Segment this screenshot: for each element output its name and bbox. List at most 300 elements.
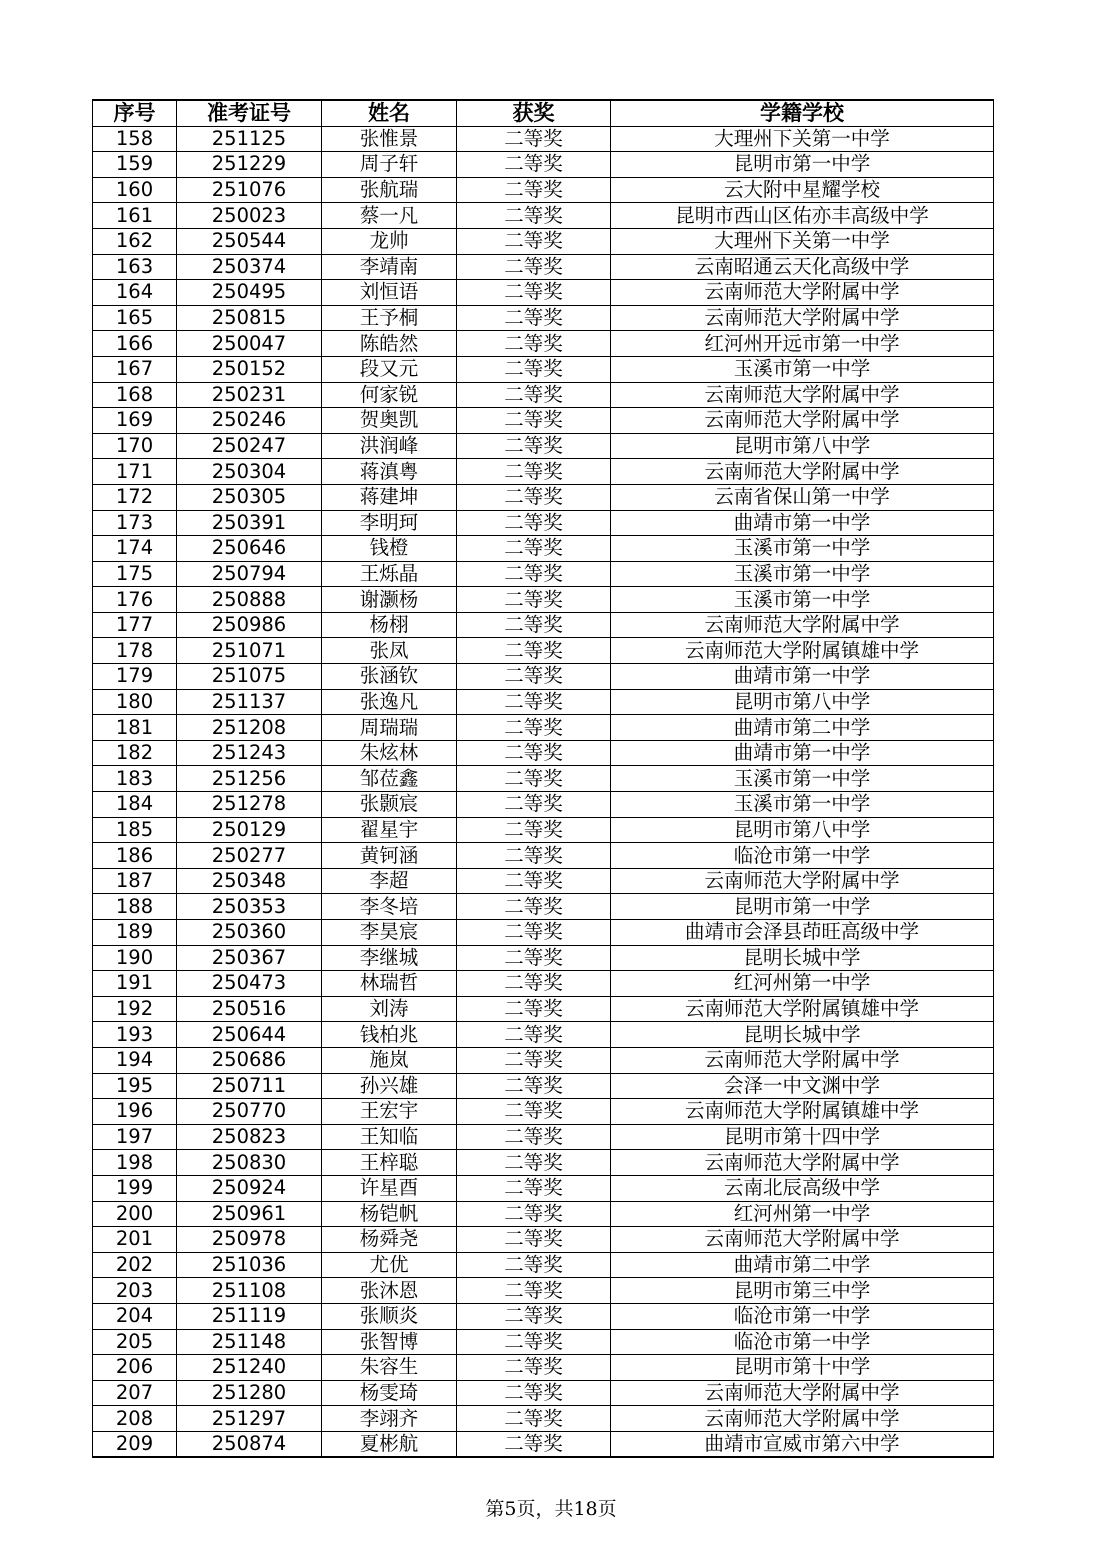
cell-school: 云南师范大学附属中学 xyxy=(611,459,994,485)
cell-name: 张涵钦 xyxy=(322,664,457,690)
cell-exam-id: 250644 xyxy=(177,1022,322,1048)
cell-index: 202 xyxy=(93,1252,177,1278)
cell-exam-id: 250495 xyxy=(177,280,322,306)
cell-exam-id: 251297 xyxy=(177,1406,322,1432)
cell-award: 二等奖 xyxy=(457,766,611,792)
cell-school: 云南师范大学附属中学 xyxy=(611,1047,994,1073)
header-index: 序号 xyxy=(93,100,177,126)
header-school: 学籍学校 xyxy=(611,100,994,126)
cell-award: 二等奖 xyxy=(457,305,611,331)
cell-school: 云南师范大学附属镇雄中学 xyxy=(611,996,994,1022)
cell-award: 二等奖 xyxy=(457,1022,611,1048)
cell-name: 张凤 xyxy=(322,638,457,664)
cell-school: 曲靖市会泽县茚旺高级中学 xyxy=(611,920,994,946)
cell-school: 临沧市第一中学 xyxy=(611,1329,994,1355)
cell-exam-id: 250360 xyxy=(177,920,322,946)
cell-school: 红河州开远市第一中学 xyxy=(611,331,994,357)
cell-exam-id: 250924 xyxy=(177,1175,322,1201)
cell-school: 昆明市第十四中学 xyxy=(611,1124,994,1150)
cell-award: 二等奖 xyxy=(457,996,611,1022)
cell-exam-id: 251240 xyxy=(177,1355,322,1381)
cell-school: 云南师范大学附属中学 xyxy=(611,382,994,408)
cell-name: 段又元 xyxy=(322,356,457,382)
cell-school: 云南师范大学附属中学 xyxy=(611,1227,994,1253)
cell-exam-id: 250231 xyxy=(177,382,322,408)
table-row xyxy=(93,1099,994,1125)
cell-school: 云南省保山第一中学 xyxy=(611,484,994,510)
cell-name: 朱容生 xyxy=(322,1355,457,1381)
cell-award: 二等奖 xyxy=(457,1355,611,1381)
cell-name: 蔡一凡 xyxy=(322,203,457,229)
cell-name: 杨舜尧 xyxy=(322,1227,457,1253)
cell-exam-id: 251108 xyxy=(177,1278,322,1304)
cell-index: 208 xyxy=(93,1406,177,1432)
cell-school: 玉溪市第一中学 xyxy=(611,536,994,562)
table-row xyxy=(93,587,994,613)
cell-index: 204 xyxy=(93,1303,177,1329)
cell-index: 192 xyxy=(93,996,177,1022)
table-row xyxy=(93,1278,994,1304)
table-row xyxy=(93,740,994,766)
cell-school: 临沧市第一中学 xyxy=(611,1303,994,1329)
cell-exam-id: 250823 xyxy=(177,1124,322,1150)
cell-name: 陈皓然 xyxy=(322,331,457,357)
cell-index: 196 xyxy=(93,1099,177,1125)
cell-name: 朱炫林 xyxy=(322,740,457,766)
cell-index: 185 xyxy=(93,817,177,843)
cell-award: 二等奖 xyxy=(457,1150,611,1176)
cell-index: 161 xyxy=(93,203,177,229)
cell-award: 二等奖 xyxy=(457,484,611,510)
cell-school: 云南师范大学附属中学 xyxy=(611,612,994,638)
cell-name: 贺奥凯 xyxy=(322,408,457,434)
cell-award: 二等奖 xyxy=(457,894,611,920)
cell-index: 175 xyxy=(93,561,177,587)
cell-award: 二等奖 xyxy=(457,1278,611,1304)
cell-exam-id: 251278 xyxy=(177,792,322,818)
cell-exam-id: 251076 xyxy=(177,177,322,203)
cell-name: 林瑞哲 xyxy=(322,971,457,997)
cell-index: 203 xyxy=(93,1278,177,1304)
cell-exam-id: 250961 xyxy=(177,1201,322,1227)
cell-award: 二等奖 xyxy=(457,228,611,254)
cell-exam-id: 250277 xyxy=(177,843,322,869)
cell-exam-id: 251208 xyxy=(177,715,322,741)
cell-index: 200 xyxy=(93,1201,177,1227)
cell-exam-id: 250516 xyxy=(177,996,322,1022)
cell-school: 玉溪市第一中学 xyxy=(611,766,994,792)
cell-exam-id: 251125 xyxy=(177,126,322,152)
cell-name: 张顺炎 xyxy=(322,1303,457,1329)
cell-award: 二等奖 xyxy=(457,1303,611,1329)
cell-index: 162 xyxy=(93,228,177,254)
cell-exam-id: 251075 xyxy=(177,664,322,690)
cell-index: 159 xyxy=(93,152,177,178)
cell-index: 180 xyxy=(93,689,177,715)
cell-name: 王烁晶 xyxy=(322,561,457,587)
cell-index: 201 xyxy=(93,1227,177,1253)
cell-name: 张颢宸 xyxy=(322,792,457,818)
page-number: 第5页，共18页 xyxy=(485,1498,617,1520)
table-header-row xyxy=(93,100,994,126)
cell-school: 曲靖市第二中学 xyxy=(611,1252,994,1278)
cell-award: 二等奖 xyxy=(457,1431,611,1457)
cell-name: 李超 xyxy=(322,868,457,894)
cell-school: 玉溪市第一中学 xyxy=(611,356,994,382)
cell-index: 179 xyxy=(93,664,177,690)
cell-name: 黄钶涵 xyxy=(322,843,457,869)
cell-award: 二等奖 xyxy=(457,1329,611,1355)
cell-name: 王梓聪 xyxy=(322,1150,457,1176)
cell-school: 云南师范大学附属镇雄中学 xyxy=(611,1099,994,1125)
cell-index: 170 xyxy=(93,433,177,459)
cell-award: 二等奖 xyxy=(457,868,611,894)
cell-index: 205 xyxy=(93,1329,177,1355)
cell-award: 二等奖 xyxy=(457,1099,611,1125)
cell-award: 二等奖 xyxy=(457,382,611,408)
cell-exam-id: 251036 xyxy=(177,1252,322,1278)
cell-exam-id: 250646 xyxy=(177,536,322,562)
cell-exam-id: 250152 xyxy=(177,356,322,382)
cell-name: 施岚 xyxy=(322,1047,457,1073)
table-row xyxy=(93,664,994,690)
cell-award: 二等奖 xyxy=(457,1252,611,1278)
cell-award: 二等奖 xyxy=(457,356,611,382)
cell-award: 二等奖 xyxy=(457,843,611,869)
cell-exam-id: 250367 xyxy=(177,945,322,971)
cell-name: 王知临 xyxy=(322,1124,457,1150)
cell-school: 大理州下关第一中学 xyxy=(611,228,994,254)
table-row xyxy=(93,459,994,485)
cell-index: 176 xyxy=(93,587,177,613)
cell-exam-id: 250830 xyxy=(177,1150,322,1176)
cell-award: 二等奖 xyxy=(457,126,611,152)
table-row xyxy=(93,689,994,715)
cell-exam-id: 250711 xyxy=(177,1073,322,1099)
award-list-table xyxy=(92,99,994,1458)
cell-award: 二等奖 xyxy=(457,1124,611,1150)
table-row xyxy=(93,792,994,818)
table-row xyxy=(93,1175,994,1201)
table-row xyxy=(93,894,994,920)
table-row xyxy=(93,203,994,229)
cell-award: 二等奖 xyxy=(457,331,611,357)
cell-name: 龙帅 xyxy=(322,228,457,254)
cell-name: 李明珂 xyxy=(322,510,457,536)
cell-award: 二等奖 xyxy=(457,689,611,715)
cell-school: 昆明长城中学 xyxy=(611,1022,994,1048)
cell-name: 刘涛 xyxy=(322,996,457,1022)
table-row xyxy=(93,1124,994,1150)
table-row xyxy=(93,1201,994,1227)
cell-award: 二等奖 xyxy=(457,1380,611,1406)
table-row xyxy=(93,715,994,741)
table-row xyxy=(93,920,994,946)
cell-exam-id: 251280 xyxy=(177,1380,322,1406)
cell-award: 二等奖 xyxy=(457,587,611,613)
cell-name: 周瑞瑞 xyxy=(322,715,457,741)
cell-school: 云南师范大学附属中学 xyxy=(611,1406,994,1432)
table-row xyxy=(93,331,994,357)
cell-award: 二等奖 xyxy=(457,715,611,741)
cell-name: 洪润峰 xyxy=(322,433,457,459)
cell-award: 二等奖 xyxy=(457,638,611,664)
cell-school: 云南师范大学附属中学 xyxy=(611,1380,994,1406)
cell-exam-id: 250815 xyxy=(177,305,322,331)
cell-name: 张惟景 xyxy=(322,126,457,152)
cell-school: 云南师范大学附属镇雄中学 xyxy=(611,638,994,664)
cell-name: 李翊齐 xyxy=(322,1406,457,1432)
cell-index: 189 xyxy=(93,920,177,946)
cell-index: 168 xyxy=(93,382,177,408)
cell-index: 209 xyxy=(93,1431,177,1457)
table-row xyxy=(93,868,994,894)
cell-name: 蒋滇粤 xyxy=(322,459,457,485)
cell-exam-id: 251256 xyxy=(177,766,322,792)
cell-award: 二等奖 xyxy=(457,792,611,818)
table-row xyxy=(93,1329,994,1355)
table-row xyxy=(93,305,994,331)
cell-name: 张智博 xyxy=(322,1329,457,1355)
table-row xyxy=(93,612,994,638)
cell-name: 杨栩 xyxy=(322,612,457,638)
cell-award: 二等奖 xyxy=(457,740,611,766)
cell-exam-id: 250348 xyxy=(177,868,322,894)
cell-index: 172 xyxy=(93,484,177,510)
cell-index: 177 xyxy=(93,612,177,638)
cell-school: 红河州第一中学 xyxy=(611,1201,994,1227)
cell-index: 158 xyxy=(93,126,177,152)
cell-exam-id: 251137 xyxy=(177,689,322,715)
table-row xyxy=(93,996,994,1022)
table-row xyxy=(93,408,994,434)
cell-school: 曲靖市第一中学 xyxy=(611,740,994,766)
cell-exam-id: 250544 xyxy=(177,228,322,254)
table-row xyxy=(93,152,994,178)
cell-award: 二等奖 xyxy=(457,510,611,536)
cell-school: 曲靖市宣威市第六中学 xyxy=(611,1431,994,1457)
cell-index: 187 xyxy=(93,868,177,894)
cell-name: 杨雯琦 xyxy=(322,1380,457,1406)
table-row xyxy=(93,254,994,280)
cell-award: 二等奖 xyxy=(457,945,611,971)
table-row xyxy=(93,1047,994,1073)
cell-award: 二等奖 xyxy=(457,1073,611,1099)
cell-award: 二等奖 xyxy=(457,1175,611,1201)
cell-exam-id: 251071 xyxy=(177,638,322,664)
cell-school: 云南师范大学附属中学 xyxy=(611,280,994,306)
cell-name: 邹莅鑫 xyxy=(322,766,457,792)
cell-exam-id: 251229 xyxy=(177,152,322,178)
table-row xyxy=(93,177,994,203)
cell-award: 二等奖 xyxy=(457,817,611,843)
cell-name: 钱柏兆 xyxy=(322,1022,457,1048)
cell-index: 165 xyxy=(93,305,177,331)
table-row xyxy=(93,638,994,664)
cell-school: 昆明长城中学 xyxy=(611,945,994,971)
table-row xyxy=(93,843,994,869)
cell-exam-id: 250305 xyxy=(177,484,322,510)
cell-index: 197 xyxy=(93,1124,177,1150)
cell-index: 193 xyxy=(93,1022,177,1048)
cell-index: 160 xyxy=(93,177,177,203)
cell-index: 164 xyxy=(93,280,177,306)
header-name: 姓名 xyxy=(322,100,457,126)
table-row xyxy=(93,356,994,382)
cell-school: 曲靖市第二中学 xyxy=(611,715,994,741)
cell-index: 173 xyxy=(93,510,177,536)
cell-award: 二等奖 xyxy=(457,408,611,434)
cell-award: 二等奖 xyxy=(457,152,611,178)
cell-exam-id: 250888 xyxy=(177,587,322,613)
cell-award: 二等奖 xyxy=(457,280,611,306)
cell-school: 云南师范大学附属中学 xyxy=(611,408,994,434)
table-row xyxy=(93,382,994,408)
table-row xyxy=(93,1227,994,1253)
cell-exam-id: 250353 xyxy=(177,894,322,920)
cell-index: 206 xyxy=(93,1355,177,1381)
cell-school: 云南昭通云天化高级中学 xyxy=(611,254,994,280)
cell-exam-id: 250023 xyxy=(177,203,322,229)
cell-school: 会泽一中文渊中学 xyxy=(611,1073,994,1099)
table-body xyxy=(93,126,994,1457)
table-row xyxy=(93,484,994,510)
table-row xyxy=(93,1073,994,1099)
cell-name: 谢灏杨 xyxy=(322,587,457,613)
cell-index: 186 xyxy=(93,843,177,869)
cell-index: 199 xyxy=(93,1175,177,1201)
table-row xyxy=(93,817,994,843)
cell-exam-id: 250986 xyxy=(177,612,322,638)
cell-index: 171 xyxy=(93,459,177,485)
cell-index: 207 xyxy=(93,1380,177,1406)
cell-index: 169 xyxy=(93,408,177,434)
cell-index: 178 xyxy=(93,638,177,664)
cell-exam-id: 250304 xyxy=(177,459,322,485)
cell-exam-id: 250246 xyxy=(177,408,322,434)
table-row xyxy=(93,766,994,792)
cell-school: 昆明市第十中学 xyxy=(611,1355,994,1381)
cell-school: 大理州下关第一中学 xyxy=(611,126,994,152)
cell-school: 昆明市第一中学 xyxy=(611,894,994,920)
cell-index: 190 xyxy=(93,945,177,971)
cell-award: 二等奖 xyxy=(457,664,611,690)
cell-school: 云南师范大学附属中学 xyxy=(611,1150,994,1176)
cell-award: 二等奖 xyxy=(457,254,611,280)
cell-name: 李冬培 xyxy=(322,894,457,920)
cell-award: 二等奖 xyxy=(457,920,611,946)
cell-index: 174 xyxy=(93,536,177,562)
cell-index: 183 xyxy=(93,766,177,792)
cell-award: 二等奖 xyxy=(457,1047,611,1073)
cell-name: 夏彬航 xyxy=(322,1431,457,1457)
cell-school: 红河州第一中学 xyxy=(611,971,994,997)
cell-name: 周子轩 xyxy=(322,152,457,178)
cell-index: 182 xyxy=(93,740,177,766)
cell-school: 曲靖市第一中学 xyxy=(611,510,994,536)
cell-name: 刘恒语 xyxy=(322,280,457,306)
table-row xyxy=(93,1431,994,1457)
cell-award: 二等奖 xyxy=(457,612,611,638)
cell-school: 昆明市第八中学 xyxy=(611,433,994,459)
cell-name: 张航瑞 xyxy=(322,177,457,203)
cell-school: 曲靖市第一中学 xyxy=(611,664,994,690)
cell-index: 194 xyxy=(93,1047,177,1073)
table-row xyxy=(93,126,994,152)
table-row xyxy=(93,1150,994,1176)
cell-award: 二等奖 xyxy=(457,203,611,229)
table-row xyxy=(93,536,994,562)
cell-school: 云南北辰高级中学 xyxy=(611,1175,994,1201)
cell-exam-id: 250374 xyxy=(177,254,322,280)
cell-exam-id: 250874 xyxy=(177,1431,322,1457)
cell-index: 163 xyxy=(93,254,177,280)
cell-exam-id: 250129 xyxy=(177,817,322,843)
cell-name: 何家锐 xyxy=(322,382,457,408)
table-row xyxy=(93,228,994,254)
cell-name: 王予桐 xyxy=(322,305,457,331)
cell-exam-id: 250247 xyxy=(177,433,322,459)
cell-award: 二等奖 xyxy=(457,971,611,997)
cell-name: 翟星宇 xyxy=(322,817,457,843)
cell-exam-id: 250391 xyxy=(177,510,322,536)
table-row xyxy=(93,433,994,459)
table-row xyxy=(93,1022,994,1048)
cell-school: 昆明市第一中学 xyxy=(611,152,994,178)
cell-index: 188 xyxy=(93,894,177,920)
cell-school: 玉溪市第一中学 xyxy=(611,792,994,818)
cell-award: 二等奖 xyxy=(457,177,611,203)
cell-exam-id: 250794 xyxy=(177,561,322,587)
cell-name: 蒋建坤 xyxy=(322,484,457,510)
cell-school: 云南师范大学附属中学 xyxy=(611,868,994,894)
cell-school: 昆明市西山区佑亦丰高级中学 xyxy=(611,203,994,229)
cell-name: 李昊宸 xyxy=(322,920,457,946)
table-row xyxy=(93,510,994,536)
cell-school: 云大附中星耀学校 xyxy=(611,177,994,203)
cell-award: 二等奖 xyxy=(457,1201,611,1227)
table-row xyxy=(93,280,994,306)
cell-award: 二等奖 xyxy=(457,1406,611,1432)
cell-index: 191 xyxy=(93,971,177,997)
cell-school: 昆明市第八中学 xyxy=(611,817,994,843)
cell-name: 孙兴雄 xyxy=(322,1073,457,1099)
cell-award: 二等奖 xyxy=(457,459,611,485)
cell-name: 王宏宇 xyxy=(322,1099,457,1125)
cell-index: 181 xyxy=(93,715,177,741)
table-row xyxy=(93,1406,994,1432)
cell-name: 许星酉 xyxy=(322,1175,457,1201)
table-row xyxy=(93,971,994,997)
cell-school: 昆明市第八中学 xyxy=(611,689,994,715)
cell-exam-id: 250473 xyxy=(177,971,322,997)
cell-award: 二等奖 xyxy=(457,433,611,459)
cell-exam-id: 250686 xyxy=(177,1047,322,1073)
header-award: 获奖 xyxy=(457,100,611,126)
cell-name: 杨铠帆 xyxy=(322,1201,457,1227)
header-exam-id: 准考证号 xyxy=(177,100,322,126)
table-row xyxy=(93,1303,994,1329)
cell-school: 云南师范大学附属中学 xyxy=(611,305,994,331)
table-row xyxy=(93,561,994,587)
cell-award: 二等奖 xyxy=(457,1227,611,1253)
cell-name: 李靖南 xyxy=(322,254,457,280)
cell-name: 李继城 xyxy=(322,945,457,971)
cell-school: 玉溪市第一中学 xyxy=(611,561,994,587)
cell-index: 166 xyxy=(93,331,177,357)
cell-school: 昆明市第三中学 xyxy=(611,1278,994,1304)
cell-index: 167 xyxy=(93,356,177,382)
